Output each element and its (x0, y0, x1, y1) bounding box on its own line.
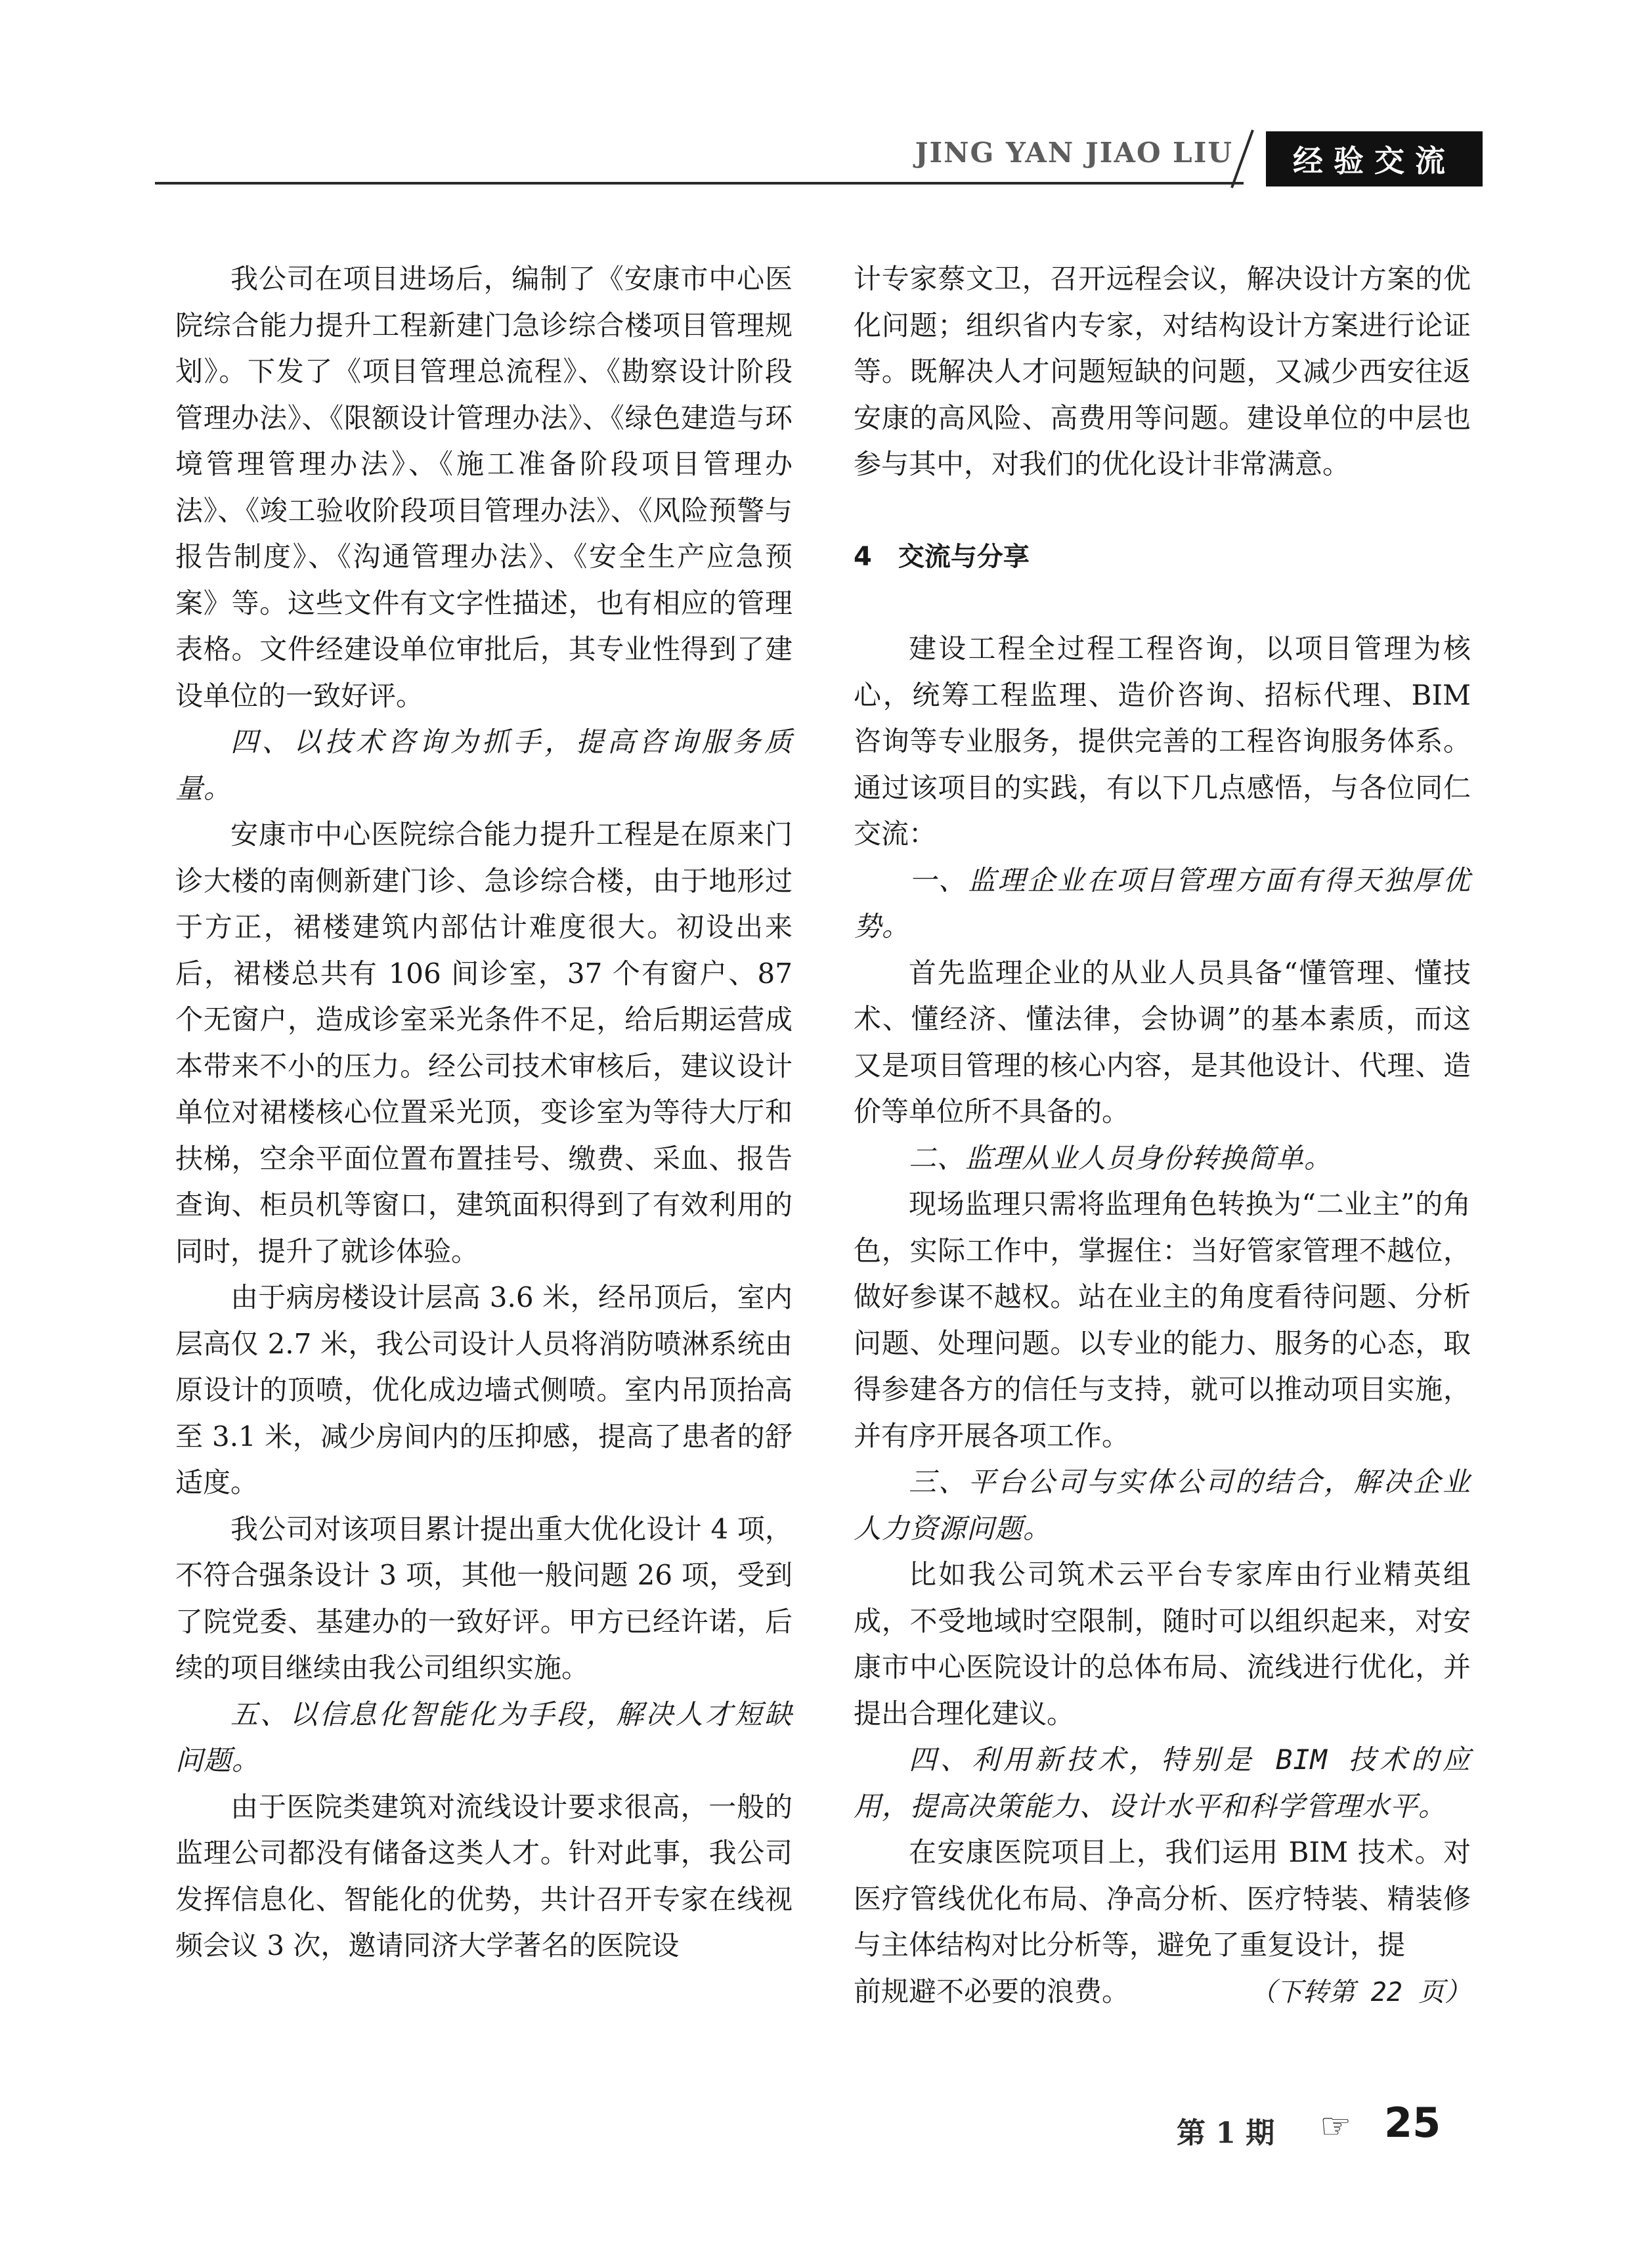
subheading: 二、监理从业人员身份转换简单。 (909, 1141, 1333, 1174)
section-badge (1266, 131, 1483, 186)
left-column (175, 256, 793, 1969)
paragraph: 首先监理企业的从业人员具备“懂管理、懂技术、懂经济、懂法律，会协调”的基本素质，而这又是项目管理的核心内容，是其他设计、代理、造价等单位所不具备的。 (854, 956, 1471, 1128)
paragraph: 现场监理只需将监理角色转换为“二业主”的角色，实际工作中，掌握住：当好管家管理不越位，做好参谋不越权。站在业主的角度看待问题、分析问题、处理问题。以专业的能力、服务的心态，取得参建各方的信任与支持，就可以推动项目实施，并有序开展各项工作。 (854, 1188, 1471, 1452)
paragraph: 建设工程全过程工程咨询，以项目管理为核心，统筹工程监理、造价咨询、招标代理、BIM 咨询等专业服务，提供完善的工程咨询服务体系。通过该项目的实践，有以下几点感悟，与各位同仁交流： (854, 632, 1471, 850)
paragraph: 安康市中心医院综合能力提升工程是在原来门诊大楼的南侧新建门诊、急诊综合楼，由于地形过于方正，裙楼建筑内部估计难度很大。初设出来后，裙楼总共有 106 间诊室，37 个有窗户、87 个无窗户，造成诊室采光条件不足，给后期运营成本带来不小的压力。经公司技术审核后，建议设计单位对裙楼核心位置采光顶，变诊室为等待大厅和扶梯，空余平面位置布置挂号、缴费、采血、报告查询、柜员机等窗口，建筑面积得到了有效利用的同时，提升了就诊体验。 (175, 818, 793, 1267)
spacer (854, 488, 1471, 534)
paragraph: 由于医院类建筑对流线设计要求很高，一般的监理公司都没有储备这类人才。针对此事，我公司发挥信息化、智能化的优势，共计召开专家在线视频会议 3 次，邀请同济大学著名的医院设 (175, 1790, 793, 1961)
subheading: 四、以技术咨询为抓手，提高咨询服务质量。 (175, 726, 793, 804)
issue-label: 第 1 期 (1177, 2116, 1275, 2150)
paragraph: 我公司对该项目累计提出重大优化设计 4 项，不符合强条设计 3 项，其他一般问题 26 项，受到了院党委、基建办的一致好评。甲方已经许诺，后续的项目继续由我公司组织实施。 (175, 1512, 793, 1684)
paragraph: 计专家蔡文卫，召开远程会议，解决设计方案的优化问题；组织省内专家，对结构设计方案进行论证等。既解决人才问题短缺的问题，又减少西安往返安康的高风险、高费用等问题。建设单位的中层也参与其中，对我们的优化设计非常满意。 (854, 263, 1471, 480)
section-badge-label: 经验交流 (1293, 143, 1456, 179)
subheading: 三、平台公司与实体公司的结合，解决企业人力资源问题。 (854, 1466, 1471, 1545)
paragraph-last-line (854, 1969, 1471, 2016)
header-rule (155, 182, 1244, 185)
right-column (854, 256, 1471, 2015)
paragraph: 比如我公司筑术云平台专家库由行业精英组成，不受地域时空限制，随时可以组织起来，对安康市中心医院设计的总体布局、流线进行优化，并提出合理化建议。 (854, 1558, 1471, 1730)
pointing-hand-icon: ☞ (1320, 2105, 1352, 2147)
subheading: 四、利用新技术，特别是 BIM 技术的应用，提高决策能力、设计水平和科学管理水平。 (854, 1743, 1471, 1822)
continued-note: （下转第 22 页） (1250, 1977, 1471, 2007)
subheading: 一、监理企业在项目管理方面有得天独厚优势。 (854, 864, 1471, 942)
paragraph: 在安康医院项目上，我们运用 BIM 技术。对医疗管线优化布局、净高分析、医疗特装、精装修与主体结构对比分析等，避免了重复设计，提 (854, 1836, 1471, 1961)
spacer (854, 580, 1471, 626)
header-slash-divider (1229, 129, 1255, 189)
header-pinyin-title: JING YAN JIAO LIU (915, 137, 1233, 169)
page-header (0, 0, 1652, 190)
subheading: 五、以信息化智能化为手段，解决人才短缺问题。 (175, 1698, 793, 1776)
page-number: 25 (1384, 2099, 1441, 2147)
paragraph-tail: 前规避不必要的浪费。 (854, 1975, 1130, 2007)
section-heading: 4 交流与分享 (854, 541, 1030, 572)
paragraph: 我公司在项目进场后，编制了《安康市中心医院综合能力提升工程新建门急诊综合楼项目管理规划》。下发了《项目管理总流程》、《勘察设计阶段管理办法》、《限额设计管理办法》、《绿色建造与环境管理管理办法》、《施工准备阶段项目管理办法》、《竣工验收阶段项目管理办法》、《风险预警与报告制度》、《沟通管理办法》、《安全生产应急预案》等。这些文件有文字性描述，也有相应的管理表格。文件经建设单位审批后，其专业性得到了建设单位的一致好评。 (175, 263, 793, 712)
paragraph: 由于病房楼设计层高 3.6 米，经吊顶后，室内层高仅 2.7 米，我公司设计人员将消防喷淋系统由原设计的顶喷，优化成边墙式侧喷。室内吊顶抬高至 3.1 米，减少房间内的压抑感，提高了患者的舒适度。 (175, 1281, 793, 1499)
